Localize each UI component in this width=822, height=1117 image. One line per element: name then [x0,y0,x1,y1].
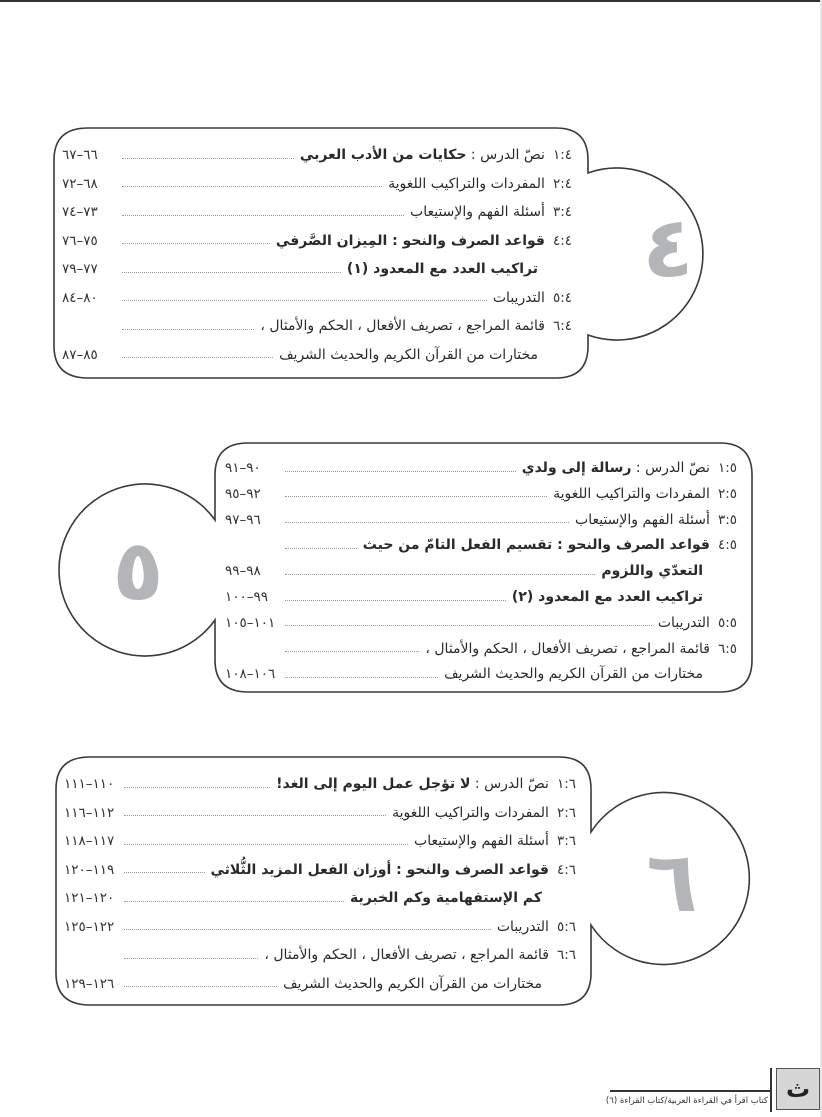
toc-entry-text: قائمة المراجع ، تصريف الأفعال ، الحكم والأمثال ، [260,318,545,334]
dot-leader [124,986,277,987]
toc-entry-pages: ٦٦–٦٧ [62,147,98,163]
dot-leader [124,958,258,959]
toc-entry[interactable] [64,772,576,796]
dot-leader [285,677,438,678]
toc-entry-title [522,460,710,476]
toc-entry-text: مختارات من القرآن الكريم والحديث الشريف [283,975,542,992]
toc-entry-number: ٤:٦ [556,861,576,878]
toc-entry-number: ٣:٦ [556,833,576,849]
toc-entry-title [283,976,542,992]
toc-entry-title [276,233,545,249]
book-title-caption: كتاب اقرأ في القراءة العربية/كتاب القراءة (٦) [605,1096,768,1106]
toc-entry-pages: ٩٩–١٠٠ [225,589,269,605]
toc-entry-title [347,261,538,277]
toc-entry-title [493,290,545,306]
toc-entry-pages: ١١٩–١٢٠ [64,861,115,878]
toc-entry-pages: ٨٥–٨٧ [62,346,98,363]
toc-entry-title [425,641,710,657]
dot-leader [124,901,344,902]
toc-entry-number: ٦:٤ [552,318,572,334]
dot-leader [122,329,254,330]
toc-entry-number: ٥:٦ [556,918,576,935]
toc-unit-5 [225,456,737,684]
toc-entry-text: التدريبات [492,289,545,306]
dot-leader [122,186,382,187]
toc-entry-text: المفردات والتراكيب اللغوية [388,175,545,192]
toc-entry-text: التدريبات [496,918,549,935]
toc-entry-text: مختارات من القرآن الكريم والحديث الشريف [444,666,703,683]
toc-entry[interactable] [64,858,576,882]
toc-entry-pages: ١١٧–١١٨ [64,833,115,849]
toc-entry-title [211,862,549,878]
toc-entry-title [553,486,710,502]
dot-leader [124,787,270,788]
toc-entry-prefix: نصّ الدرس : [470,776,549,792]
toc-entry[interactable] [225,585,737,609]
toc-entry[interactable] [225,508,737,532]
toc-entry[interactable] [62,172,572,196]
dot-leader [285,471,516,472]
toc-unit-4 [62,143,572,369]
toc-entry-number: ٢:٥ [717,485,737,502]
toc-entry-text: التعدّي واللزوم [601,563,703,580]
dot-leader [122,158,294,159]
toc-entry-title [363,537,710,553]
toc-entry-title [512,589,703,605]
toc-entry-prefix: نصّ الدرس : [466,147,545,163]
dot-leader [124,815,386,816]
toc-entry-text: المفردات والتراكيب اللغوية [392,804,549,821]
toc-entry[interactable] [225,637,737,661]
toc-entry-number: ٢:٤ [552,175,572,192]
toc-entry-pages: ٧٣–٧٤ [62,204,98,220]
toc-entry[interactable] [225,456,737,480]
toc-entry[interactable] [64,972,576,996]
chapter-number-6: ٦ [646,833,698,931]
dot-leader [285,522,569,523]
toc-entry-pages: ١٢٠–١٢١ [64,890,115,906]
toc-entry-text: أسئلة الفهم والإستيعاب [575,511,710,528]
toc-entry-number: ٤:٤ [552,232,572,249]
toc-entry[interactable] [64,943,576,967]
toc-entry-number: ٦:٦ [556,947,576,963]
toc-entry[interactable] [64,915,576,939]
page-number-box [776,1068,820,1110]
toc-entry-text: قواعد الصرف والنحو : المِيزان الصَّرفي [275,232,545,249]
toc-entry-text: قواعد الصرف والنحو : تقسيم الفعل التامّ من حيث [362,537,710,554]
dot-leader [122,215,404,216]
dot-leader [285,548,357,549]
toc-entry-pages: ٩٢–٩٥ [225,485,261,502]
toc-entry[interactable] [62,143,572,167]
toc-entry-title [300,147,545,163]
toc-entry-title [575,512,710,528]
toc-entry-title [260,318,545,334]
toc-entry-text: قائمة المراجع ، تصريف الأفعال ، الحكم والأمثال ، [425,640,710,657]
toc-entry[interactable] [64,801,576,825]
toc-entry-number: ٥:٥ [717,614,737,631]
dot-leader [285,574,595,575]
toc-entry-title [410,204,545,220]
dot-leader [122,300,487,301]
toc-entry-text: حكايات من الأدب العربي [299,147,467,163]
toc-entry[interactable] [64,829,576,853]
toc-entry-number: ١:٥ [717,460,737,476]
toc-entry-number: ٤:٥ [717,537,737,554]
toc-entry-number: ٢:٦ [556,804,576,821]
toc-entry-text: كم الإستفهامية وكم الخبرية [349,890,542,906]
toc-entry[interactable] [225,662,737,686]
dot-leader [124,872,205,873]
dot-leader [124,929,491,930]
toc-entry[interactable] [62,286,572,310]
toc-entry-pages: ١٢٢–١٢٥ [64,918,115,935]
toc-entry[interactable] [62,257,572,281]
toc-entry-text: قواعد الصرف والنحو : أوزان الفعل المزيد الثُّلاثي [210,861,549,878]
toc-entry-pages: ١١٠–١١١ [64,776,115,792]
dot-leader [122,357,273,358]
toc-entry-title [414,833,549,849]
toc-entry[interactable] [225,482,737,506]
toc-entry-title [444,666,703,682]
toc-entry-text: أسئلة الفهم والإستيعاب [410,204,545,220]
toc-entry[interactable] [62,200,572,224]
toc-entry-title [497,919,549,935]
dot-leader [285,651,419,652]
toc-entry-number: ١:٤ [552,147,572,163]
toc-entry-pages: ٧٧–٧٩ [62,261,98,277]
toc-entry-text: أسئلة الفهم والإستيعاب [414,833,549,849]
toc-entry-number: ٣:٥ [717,511,737,528]
toc-entry-text: تراكيب العدد مع المعدود (٢) [511,589,703,605]
toc-entry-pages: ٧٥–٧٦ [62,232,98,249]
toc-entry-title [388,176,545,192]
toc-entry-title [392,805,549,821]
footer-divider [770,1068,772,1112]
toc-entry-title [276,776,549,792]
toc-entry-title [658,615,710,631]
toc-entry[interactable] [62,314,572,338]
chapter-number-5: ٥ [112,521,164,619]
chapter-number-4: ٤ [642,198,694,296]
toc-entry-title [264,947,549,963]
toc-entry-number: ١:٦ [556,776,576,792]
toc-entry-pages: ٨٠–٨٤ [62,289,98,306]
toc-entry-text: رسالة إلى ولدي [521,460,632,476]
toc-entry-text: التدريبات [657,614,710,631]
dot-leader [122,243,270,244]
toc-entry-pages: ٩٠–٩١ [225,460,261,476]
toc-entry-pages: ١٠١–١٠٥ [225,614,276,631]
toc-entry-pages: ٩٦–٩٧ [225,511,261,528]
toc-unit-6 [64,772,576,998]
toc-entry-title [601,563,703,579]
toc-entry-pages: ١١٢–١١٦ [64,804,115,821]
toc-entry-text: المفردات والتراكيب اللغوية [553,485,710,502]
toc-entry-pages: ٩٨–٩٩ [225,563,261,580]
toc-entry-text: تراكيب العدد مع المعدود (١) [346,261,538,277]
toc-entry-pages: ٦٨–٧٢ [62,175,98,192]
toc-entry-number: ٥:٤ [552,289,572,306]
toc-entry-pages: ١٠٦–١٠٨ [225,666,276,683]
toc-entry-number: ٣:٤ [552,204,572,220]
toc-entry[interactable] [225,611,737,635]
dot-leader [285,600,506,601]
toc-entry-title [279,347,538,363]
toc-entry[interactable] [64,886,576,910]
dot-leader [285,496,547,497]
dot-leader [285,625,652,626]
dot-leader [122,272,341,273]
toc-entry-text: قائمة المراجع ، تصريف الأفعال ، الحكم والأمثال ، [264,947,549,963]
toc-entry-number: ٦:٥ [717,640,737,657]
toc-entry-title [350,890,542,906]
toc-entry-prefix: نصّ الدرس : [631,460,710,476]
footer-rule [610,1090,770,1092]
toc-entry[interactable] [62,229,572,253]
toc-entry-text: مختارات من القرآن الكريم والحديث الشريف [279,346,538,363]
toc-entry[interactable] [225,559,737,583]
toc-entry-pages: ١٢٦–١٢٩ [64,975,115,992]
dot-leader [124,844,408,845]
toc-entry[interactable] [62,343,572,367]
page-number: ث [785,1075,811,1103]
toc-entry-text: لا تؤجل عمل اليوم إلى الغد! [276,776,471,792]
toc-entry[interactable] [225,533,737,557]
